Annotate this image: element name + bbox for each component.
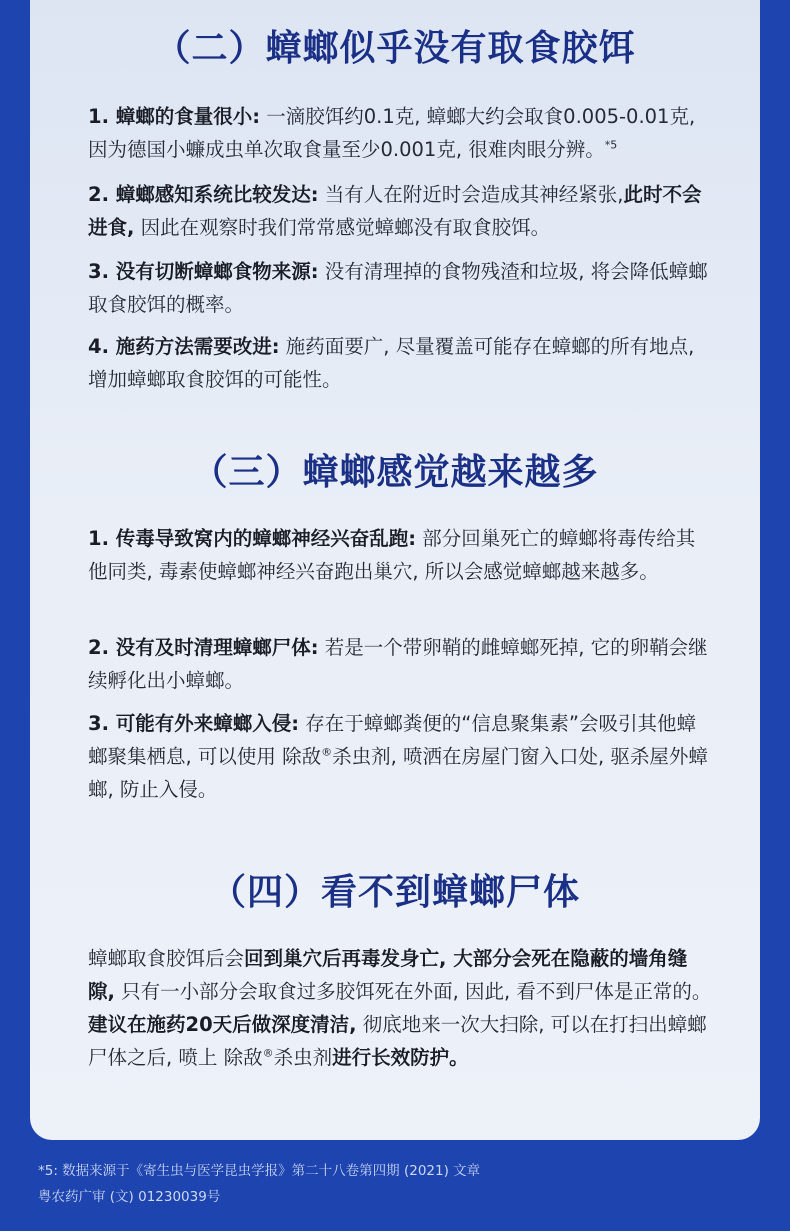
registered-mark: ® xyxy=(321,745,333,759)
section3-item-1: 1. 传毒导致窝内的蟑螂神经兴奋乱跑: 部分回巢死亡的蟑螂将毒传给其他同类, 毒素使蟑螂神经兴奋跑出巢穴, 所以会感觉蟑螂越来越多。 xyxy=(88,527,696,583)
item-lead: 4. 施药方法需要改进: xyxy=(88,335,280,358)
content-card xyxy=(30,0,760,1140)
section2-item-2: 2. 蟑螂感知系统比较发达: 当有人在附近时会造成其神经紧张,此时不会进食, 因此在观察时我们常常感觉蟑螂没有取食胶饵。 xyxy=(88,183,702,239)
item-lead: 3. 可能有外来蟑螂入侵: xyxy=(88,712,300,735)
item-lead: 2. 没有及时清理蟑螂尸体: xyxy=(88,636,319,659)
section3-item-3: 3. 可能有外来蟑螂入侵: 存在于蟑螂粪便的“信息聚集素”会吸引其他蟑螂聚集栖息, 可以使用 除敌®杀虫剂, 喷洒在房屋门窗入口处, 驱杀屋外蟑螂, 防止入侵。 xyxy=(88,712,708,801)
section4-paragraph: 蟑螂取食胶饵后会回到巢穴后再毒发身亡, 大部分会死在隐蔽的墙角缝隙, 只有一小部分会取食过多胶饵死在外面, 因此, 看不到尸体是正常的。建议在施药20天后做深度清洁, 彻底地来一次大扫除, 可以在打扫出蟑螂尸体之后, 喷上 除敌®杀虫剂进行长效防护。 xyxy=(88,947,712,1069)
item-lead: 1. 传毒导致窝内的蟑螂神经兴奋乱跑: xyxy=(88,527,417,550)
footnote-source: *5: 数据来源于《寄生虫与医学昆虫学报》第二十八卷第四期 (2021) 文章 xyxy=(38,1163,481,1179)
item-lead: 2. 蟑螂感知系统比较发达: xyxy=(88,183,319,206)
section-title-4: （四）看不到蟑螂尸体 xyxy=(209,872,580,913)
item-lead: 1. 蟑螂的食量很小: xyxy=(88,105,261,128)
section-title-3: （三）蟑螂感觉越来越多 xyxy=(191,452,599,493)
item-lead: 3. 没有切断蟑螂食物来源: xyxy=(88,260,319,283)
registered-mark: ® xyxy=(262,1046,274,1060)
section2-item-3: 3. 没有切断蟑螂食物来源: 没有清理掉的食物残渣和垃圾, 将会降低蟑螂取食胶饵的概率。 xyxy=(88,260,708,316)
section3-item-2: 2. 没有及时清理蟑螂尸体: 若是一个带卵鞘的雌蟑螂死掉, 它的卵鞘会继续孵化出小蟑螂。 xyxy=(88,636,708,692)
section2-item-4: 4. 施药方法需要改进: 施药面要广, 尽量覆盖可能存在蟑螂的所有地点, 增加蟑螂取食胶饵的可能性。 xyxy=(88,335,695,391)
section-title-2: （二）蟑螂似乎没有取食胶饵 xyxy=(154,28,636,69)
approval-number: 粤农药广审 (文) 01230039号 xyxy=(38,1189,221,1205)
section2-item-1: 1. 蟑螂的食量很小: 一滴胶饵约0.1克, 蟑螂大约会取食0.005-0.01克, 因为德国小蠊成虫单次取食量至少0.001克, 很难肉眼分辨。$^{*5}$ xyxy=(88,105,696,161)
footnote-ref: *5 xyxy=(604,138,618,152)
